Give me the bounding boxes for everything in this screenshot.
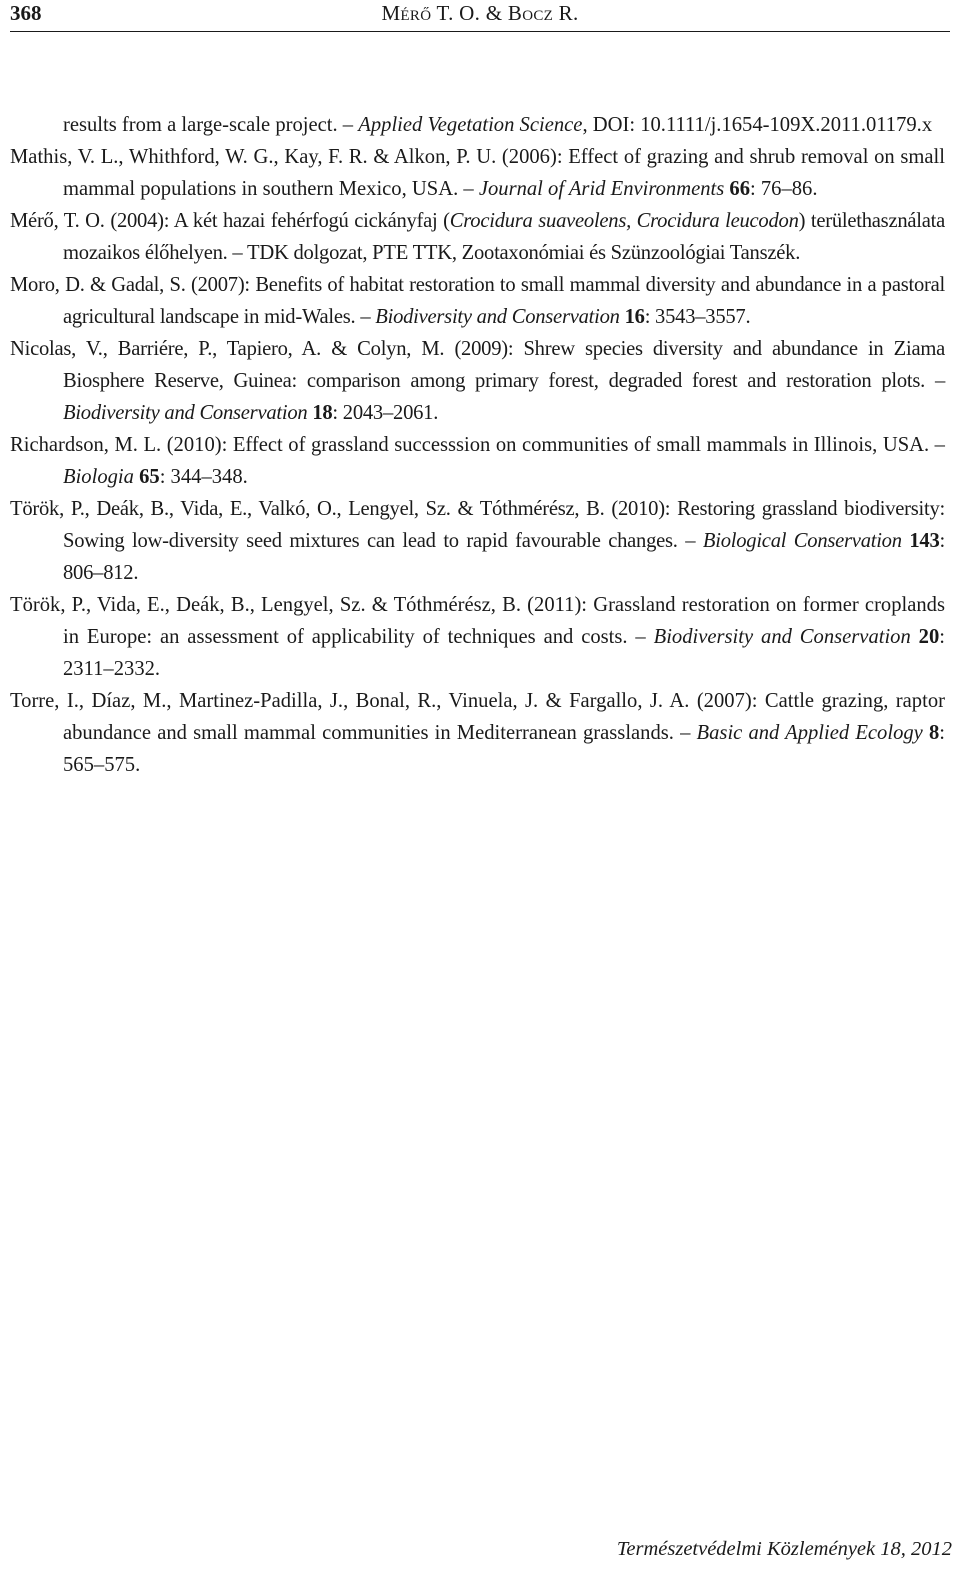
reference-item: [10, 493, 945, 589]
reference-item: [10, 685, 945, 781]
reference-text: (2011): Grassland restoration on former croplands in Europe: an assessment of applicability of techniques and costs. –: [63, 594, 945, 648]
reference-pages: : 2043–2061.: [332, 402, 439, 424]
reference-pages: : 3543–3557.: [644, 306, 751, 328]
reference-volume: 143: [909, 530, 940, 552]
reference-authors: Torre, I., Díaz, M., Martinez-Padilla, J., Bonal, R., Vinuela, J. & Fargallo, J. A.: [10, 690, 690, 712]
reference-pages: : 76–86.: [750, 178, 818, 200]
reference-journal: Biodiversity and Conservation: [375, 306, 620, 328]
reference-authors: Nicolas, V., Barriére, P., Tapiero, A. & Colyn, M.: [10, 338, 445, 360]
reference-item: [10, 333, 945, 429]
reference-journal: Biologia: [63, 466, 134, 488]
reference-pages: : 806–812.: [63, 530, 945, 584]
reference-journal: Biodiversity and Conservation: [63, 402, 308, 424]
reference-text: (2004): A két hazai fehérfogú cickányfaj (: [104, 210, 450, 232]
reference-item: [10, 269, 945, 333]
reference-authors: Török, P., Vida, E., Deák, B., Lengyel, Sz. & Tóthmérész, B.: [10, 594, 521, 616]
reference-journal: Basic and Applied Ecology: [696, 722, 923, 744]
reference-pages: : 2311–2332.: [63, 626, 945, 680]
reference-item: [10, 589, 945, 685]
reference-authors: Mathis, V. L., Whithford, W. G., Kay, F. R. & Alkon, P. U.: [10, 146, 497, 168]
reference-text: ) területhasználata mozaikos élőhelyen. – TDK dolgozat, PTE TTK, Zootaxonómiai és Szünzoológiai Tanszék.: [63, 210, 945, 264]
page-number: 368: [10, 1, 42, 25]
reference-authors: Mérő, T. O.: [10, 210, 105, 232]
reference-pages: : 344–348.: [159, 466, 248, 488]
reference-text: (2007): Cattle grazing, raptor abundance and small mammal communities in Mediterranean grasslands. –: [63, 690, 945, 744]
reference-journal: Applied Vegetation Science: [358, 114, 583, 136]
running-head: Mérő T. O. & Bocz R.: [381, 1, 579, 25]
reference-authors: Török, P., Deák, B., Vida, E., Valkó, O., Lengyel, Sz. & Tóthmérész, B.: [10, 498, 605, 520]
reference-text: results from a large-scale project. –: [63, 114, 359, 136]
reference-volume: 16: [624, 306, 645, 328]
reference-item: [10, 141, 945, 205]
reference-volume: 18: [312, 402, 333, 424]
reference-text: (2009): Shrew species diversity and abundance in Ziama Biosphere Reserve, Guinea: comparison among primary forest, degraded forest and restoration plots. –: [63, 338, 945, 392]
reference-text: (2007): Benefits of habitat restoration to small mammal diversity and abundance in a pastoral agricultural landscape in mid-Wales. –: [63, 274, 946, 328]
reference-list: [10, 109, 945, 781]
reference-authors: Moro, D. & Gadal, S.: [10, 274, 186, 296]
reference-volume: 8: [928, 722, 940, 744]
reference-journal: Biological Conservation: [702, 530, 902, 552]
reference-authors: Richardson, M. L.: [10, 434, 162, 456]
reference-volume: 20: [918, 626, 940, 648]
header-rule: [10, 31, 950, 32]
reference-item: [10, 109, 945, 141]
reference-text: (2006): Effect of grazing and shrub removal on small mammal populations in southern Mexico, USA. –: [63, 146, 945, 200]
reference-species: Crocidura suaveolens, Crocidura leucodon: [449, 210, 799, 232]
reference-item: [10, 429, 945, 493]
page-header: [10, 0, 950, 34]
reference-volume: 66: [729, 178, 750, 200]
page-footer: Természetvédelmi Közlemények 18, 2012: [616, 1538, 952, 1560]
reference-journal: Biodiversity and Conservation: [653, 626, 911, 648]
reference-text: (2010): Effect of grassland successsion on communities of small mammals in Illinois, USA. –: [161, 434, 945, 456]
reference-text: (2010): Restoring grassland biodiversity: Sowing low-diversity seed mixtures can lead to rapid favourable changes. –: [63, 498, 946, 552]
reference-item: [10, 205, 945, 269]
reference-pages: : 565–575.: [63, 722, 945, 776]
reference-pages: , DOI: 10.1111/j.1654-109X.2011.01179.x: [582, 114, 933, 136]
reference-volume: 65: [139, 466, 160, 488]
reference-journal: Journal of Arid Environments: [478, 178, 725, 200]
